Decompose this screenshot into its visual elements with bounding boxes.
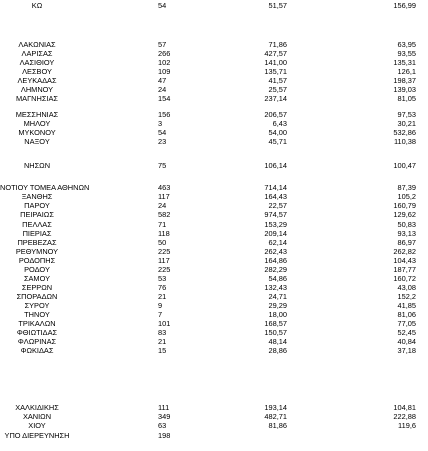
rate-cell: 206,57	[264, 110, 287, 119]
cases-cell: 109	[158, 67, 171, 76]
region-name-cell: ΚΩ	[31, 1, 43, 10]
region-name-cell: ΤΗΝΟΥ	[24, 310, 50, 319]
rate-cell: 81,86	[268, 421, 287, 430]
table-row	[0, 183, 428, 192]
per-capita-cell: 198,37	[393, 76, 416, 85]
cases-cell: 47	[158, 76, 167, 85]
table-row	[0, 274, 428, 283]
per-capita-cell: 110,38	[393, 137, 416, 146]
table-row	[0, 210, 428, 219]
cases-cell: 24	[158, 85, 167, 94]
table-row	[0, 431, 428, 440]
cases-cell: 154	[158, 94, 171, 103]
cases-cell: 50	[158, 238, 167, 247]
region-name-cell: ΣΠΟΡΑΔΩΝ	[16, 292, 58, 301]
rate-cell: 135,71	[264, 67, 287, 76]
cases-cell: 71	[158, 220, 167, 229]
rate-cell: 153,29	[264, 220, 287, 229]
region-name-cell: ΣΕΡΡΩΝ	[21, 283, 53, 292]
region-name-cell: ΜΕΣΣΗΝΙΑΣ	[15, 110, 59, 119]
region-name-cell: ΡΟΔΟΠΗΣ	[18, 256, 56, 265]
rate-cell: 168,57	[264, 319, 287, 328]
cases-cell: 54	[158, 1, 167, 10]
rate-cell: 51,57	[268, 1, 287, 10]
region-name-cell: ΜΑΓΝΗΣΙΑΣ	[16, 94, 58, 103]
cases-cell: 225	[158, 265, 171, 274]
cases-cell: 23	[158, 137, 167, 146]
region-name-cell: ΣΑΜΟΥ	[23, 274, 51, 283]
table-row	[0, 76, 428, 85]
per-capita-cell: 222,88	[393, 412, 416, 421]
per-capita-cell: 104,43	[393, 256, 416, 265]
per-capita-cell: 119,6	[398, 421, 416, 430]
cases-cell: 198	[158, 431, 171, 440]
region-name-cell: ΝΑΞΟΥ	[24, 137, 50, 146]
table-row	[0, 301, 428, 310]
cases-cell: 83	[158, 328, 167, 337]
cases-cell: 582	[158, 210, 171, 219]
per-capita-cell: 152,2	[397, 292, 416, 301]
table-row	[0, 292, 428, 301]
region-name-cell: ΜΗΛΟΥ	[23, 119, 51, 128]
rate-cell: 141,00	[264, 58, 287, 67]
region-name-cell: ΤΡΙΚΑΛΩΝ	[18, 319, 56, 328]
cases-cell: 9	[158, 301, 163, 310]
cases-cell: 117	[158, 192, 170, 201]
cases-cell: 102	[158, 58, 171, 67]
cases-cell: 53	[158, 274, 167, 283]
table-row	[0, 238, 428, 247]
per-capita-cell: 100,47	[393, 161, 416, 170]
table-row	[0, 319, 428, 328]
table-row	[0, 256, 428, 265]
per-capita-cell: 50,83	[397, 220, 416, 229]
cases-cell: 3	[158, 119, 163, 128]
table-row	[0, 403, 428, 412]
table-row	[0, 229, 428, 238]
per-capita-cell: 93,55	[397, 49, 416, 58]
per-capita-cell: 37,18	[397, 346, 416, 355]
rate-cell: 150,57	[264, 328, 287, 337]
rate-cell: 41,57	[268, 76, 287, 85]
region-name-cell: ΜΥΚΟΝΟΥ	[18, 128, 56, 137]
region-name-cell: ΦΛΩΡΙΝΑΣ	[17, 337, 57, 346]
table-row	[0, 128, 428, 137]
region-name-cell: ΠΙΕΡΙΑΣ	[22, 229, 52, 238]
cases-cell: 156	[158, 110, 171, 119]
rate-cell: 282,29	[264, 265, 287, 274]
per-capita-cell: 41,85	[397, 301, 416, 310]
cases-cell: 54	[158, 128, 167, 137]
per-capita-cell: 63,95	[397, 40, 416, 49]
rate-cell: 974,57	[264, 210, 287, 219]
region-name-cell: ΦΩΚΙΔΑΣ	[20, 346, 54, 355]
rate-cell: 714,14	[264, 183, 287, 192]
cases-cell: 225	[158, 247, 171, 256]
table-row	[0, 110, 428, 119]
table-row	[0, 328, 428, 337]
table-row	[0, 119, 428, 128]
table-row	[0, 421, 428, 430]
rate-cell: 29,29	[268, 301, 287, 310]
per-capita-cell: 126,1	[397, 67, 416, 76]
region-name-cell: ΛΕΥΚΑΔΑΣ	[17, 76, 57, 85]
per-capita-cell: 87,39	[397, 183, 416, 192]
rate-cell: 71,86	[268, 40, 287, 49]
region-name-cell: ΞΑΝΘΗΣ	[21, 192, 53, 201]
per-capita-cell: 532,86	[393, 128, 416, 137]
rate-cell: 28,86	[268, 346, 287, 355]
per-capita-cell: 160,72	[393, 274, 416, 283]
cases-cell: 7	[158, 310, 163, 319]
cases-cell: 101	[158, 319, 171, 328]
cases-cell: 57	[158, 40, 167, 49]
table-row	[0, 1, 428, 10]
table-row	[0, 247, 428, 256]
per-capita-cell: 156,99	[393, 1, 416, 10]
rate-cell: 54,00	[268, 128, 287, 137]
region-name-cell: ΠΕΙΡΑΙΩΣ	[20, 210, 54, 219]
cases-cell: 111	[158, 403, 170, 412]
table-row	[0, 58, 428, 67]
per-capita-cell: 77,05	[397, 319, 416, 328]
region-name-cell: ΦΘΙΩΤΙΔΑΣ	[16, 328, 58, 337]
per-capita-cell: 262,82	[393, 247, 416, 256]
per-capita-cell: 187,77	[393, 265, 416, 274]
per-capita-cell: 86,97	[397, 238, 416, 247]
region-name-cell: ΛΑΣΙΘΙΟΥ	[19, 58, 55, 67]
rate-cell: 262,43	[264, 247, 287, 256]
cases-cell: 15	[158, 346, 167, 355]
rate-cell: 209,14	[264, 229, 287, 238]
table-row	[0, 265, 428, 274]
region-name-cell: ΥΠΟ ΔΙΕΡΕΥΝΗΣΗ	[4, 431, 70, 440]
cases-cell: 266	[158, 49, 171, 58]
table-row	[0, 137, 428, 146]
region-name-cell: ΠΡΕΒΕΖΑΣ	[17, 238, 57, 247]
table-row	[0, 192, 428, 201]
cases-cell: 117	[158, 256, 170, 265]
region-name-cell: ΡΕΘΥΜΝΟΥ	[15, 247, 59, 256]
table-row	[0, 220, 428, 229]
region-name-cell: ΧΑΝΙΩΝ	[22, 412, 52, 421]
rate-cell: 164,43	[264, 192, 287, 201]
region-name-cell: ΣΥΡΟΥ	[24, 301, 50, 310]
table-row	[0, 337, 428, 346]
region-name-cell: ΠΕΛΛΑΣ	[22, 220, 52, 229]
table-row	[0, 310, 428, 319]
per-capita-cell: 105,2	[397, 192, 416, 201]
table-row	[0, 67, 428, 76]
table-row	[0, 346, 428, 355]
region-name-cell: ΛΕΣΒΟΥ	[22, 67, 52, 76]
cases-cell: 75	[158, 161, 167, 170]
rate-cell: 48,14	[268, 337, 287, 346]
table-row	[0, 49, 428, 58]
region-name-cell: ΧΙΟΥ	[28, 421, 46, 430]
rate-cell: 22,57	[268, 201, 287, 210]
per-capita-cell: 81,06	[397, 310, 416, 319]
per-capita-cell: 97,53	[397, 110, 416, 119]
per-capita-cell: 52,45	[397, 328, 416, 337]
per-capita-cell: 40,84	[397, 337, 416, 346]
rate-cell: 54,86	[268, 274, 287, 283]
cases-cell: 21	[158, 292, 167, 301]
rate-cell: 62,14	[268, 238, 287, 247]
table-row	[0, 94, 428, 103]
region-name-cell: ΝΗΣΩΝ	[23, 161, 51, 170]
table-row	[0, 40, 428, 49]
region-name-cell: ΧΑΛΚΙΔΙΚΗΣ	[15, 403, 59, 412]
table-row	[0, 201, 428, 210]
per-capita-cell: 43,08	[397, 283, 416, 292]
cases-cell: 118	[158, 229, 170, 238]
rate-cell: 193,14	[264, 403, 287, 412]
per-capita-cell: 93,13	[397, 229, 416, 238]
rate-cell: 164,86	[264, 256, 287, 265]
region-name-cell: ΛΗΜΝΟΥ	[20, 85, 54, 94]
rate-cell: 45,71	[268, 137, 287, 146]
per-capita-cell: 30,21	[397, 119, 416, 128]
per-capita-cell: 129,62	[393, 210, 416, 219]
table-row	[0, 412, 428, 421]
table-row	[0, 85, 428, 94]
region-name-cell: ΝΟΤΙΟΥ ΤΟΜΕΑ ΑΘΗΝΩΝ	[0, 183, 90, 192]
per-capita-cell: 135,31	[393, 58, 416, 67]
cases-cell: 24	[158, 201, 167, 210]
rate-cell: 132,43	[264, 283, 287, 292]
per-capita-cell: 160,79	[393, 201, 416, 210]
region-name-cell: ΛΑΚΩΝΙΑΣ	[18, 40, 56, 49]
rate-cell: 24,71	[268, 292, 287, 301]
rate-cell: 427,57	[264, 49, 287, 58]
cases-cell: 463	[158, 183, 171, 192]
region-name-cell: ΛΑΡΙΣΑΣ	[21, 49, 53, 58]
rate-cell: 18,00	[268, 310, 287, 319]
rate-cell: 106,14	[264, 161, 287, 170]
rate-cell: 237,14	[264, 94, 287, 103]
cases-cell: 63	[158, 421, 167, 430]
rate-cell: 25,57	[268, 85, 287, 94]
table-row	[0, 283, 428, 292]
region-name-cell: ΠΑΡΟΥ	[24, 201, 50, 210]
per-capita-cell: 139,03	[393, 85, 416, 94]
rate-cell: 6,43	[272, 119, 287, 128]
cases-cell: 76	[158, 283, 167, 292]
cases-cell: 21	[158, 337, 167, 346]
region-name-cell: ΡΟΔΟΥ	[24, 265, 50, 274]
per-capita-cell: 81,05	[397, 94, 416, 103]
rate-cell: 482,71	[264, 412, 287, 421]
cases-cell: 349	[158, 412, 171, 421]
table-row	[0, 161, 428, 170]
per-capita-cell: 104,81	[393, 403, 416, 412]
